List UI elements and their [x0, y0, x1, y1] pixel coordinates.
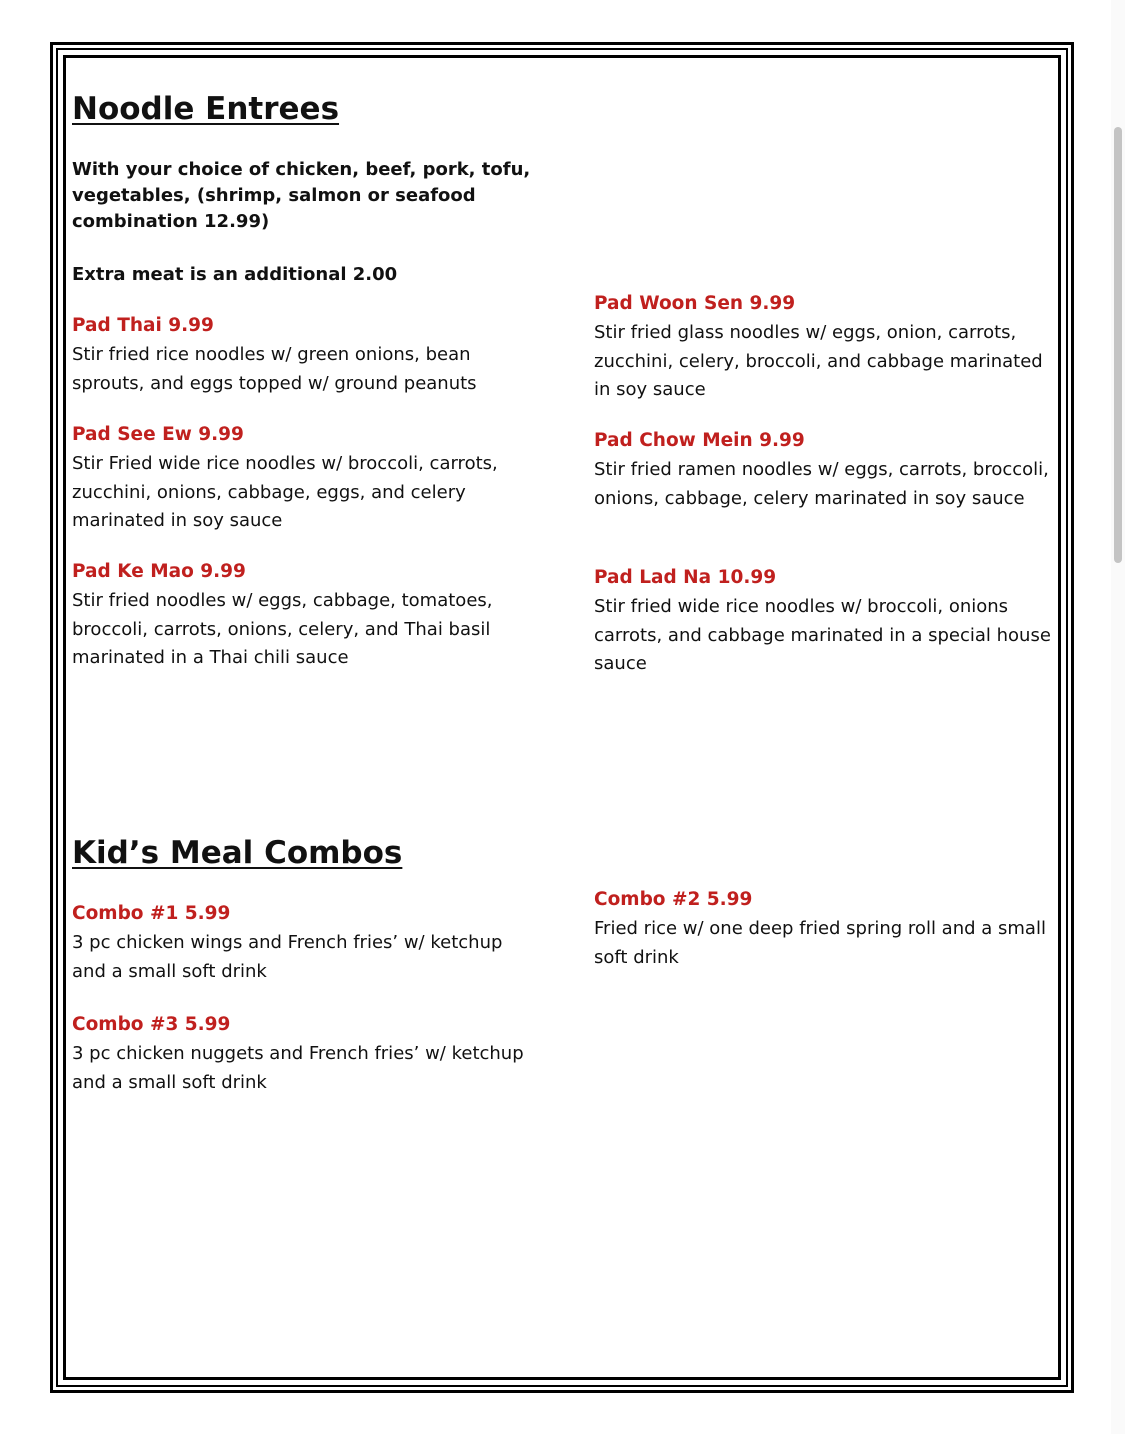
item-description: 3 pc chicken nuggets and French fries’ w/ ketchup and a small soft drink	[72, 1043, 524, 1093]
noodle-entrees-intro: With your choice of chicken, beef, pork, tofu, vegetables, (shrimp, salmon or seafood combination 12.99)	[72, 159, 531, 232]
menu-item-pad-thai	[72, 313, 532, 398]
noodle-entrees-title: Noodle Entrees	[72, 91, 340, 127]
item-name: Pad Lad Na 10.99	[594, 567, 777, 588]
item-name: Pad Ke Mao 9.99	[72, 561, 246, 582]
menu-item-pad-woon-sen	[594, 291, 1054, 405]
extra-meat-note: Extra meat is an additional 2.00	[72, 264, 398, 285]
menu-item-pad-see-ew	[72, 422, 532, 536]
vertical-scrollbar-thumb[interactable]	[1114, 127, 1122, 563]
item-description: Stir fried noodles w/ eggs, cabbage, tomatoes, broccoli, carrots, onions, celery, and Thai basil marinated in a Thai chili sauce	[72, 590, 493, 668]
item-name: Combo #3 5.99	[72, 1014, 231, 1035]
menu-border-inner	[63, 55, 1061, 1380]
menu-item-combo-2	[594, 887, 1054, 972]
item-description: Stir fried wide rice noodles w/ broccoli, onions carrots, and cabbage marinated in a special house sauce	[594, 596, 1051, 674]
menu-item-combo-3	[72, 1012, 532, 1097]
item-name: Combo #1 5.99	[72, 903, 231, 924]
kids-meal-combos-title: Kid’s Meal Combos	[72, 835, 403, 871]
item-description: 3 pc chicken wings and French fries’ w/ ketchup and a small soft drink	[72, 932, 503, 982]
item-name: Pad Thai 9.99	[72, 315, 214, 336]
item-description: Stir Fried wide rice noodles w/ broccoli, carrots, zucchini, onions, cabbage, eggs, and celery marinated in soy sauce	[72, 453, 498, 531]
menu-item-combo-1	[72, 901, 532, 986]
item-name: Pad Woon Sen 9.99	[594, 293, 796, 314]
item-name: Pad Chow Mein 9.99	[594, 430, 805, 451]
item-name: Combo #2 5.99	[594, 889, 753, 910]
menu-item-pad-chow-mein	[594, 428, 1054, 513]
item-description: Fried rice w/ one deep fried spring roll and a small soft drink	[594, 918, 1046, 968]
item-description: Stir fried rice noodles w/ green onions, bean sprouts, and eggs topped w/ ground peanuts	[72, 344, 477, 394]
item-name: Pad See Ew 9.99	[72, 424, 244, 445]
item-description: Stir fried glass noodles w/ eggs, onion, carrots, zucchini, celery, broccoli, and cabbage marinated in soy sauce	[594, 322, 1043, 400]
menu-item-pad-ke-mao	[72, 559, 532, 673]
menu-item-pad-lad-na	[594, 565, 1054, 679]
item-description: Stir fried ramen noodles w/ eggs, carrots, broccoli, onions, cabbage, celery marinated in soy sauce	[594, 459, 1049, 509]
